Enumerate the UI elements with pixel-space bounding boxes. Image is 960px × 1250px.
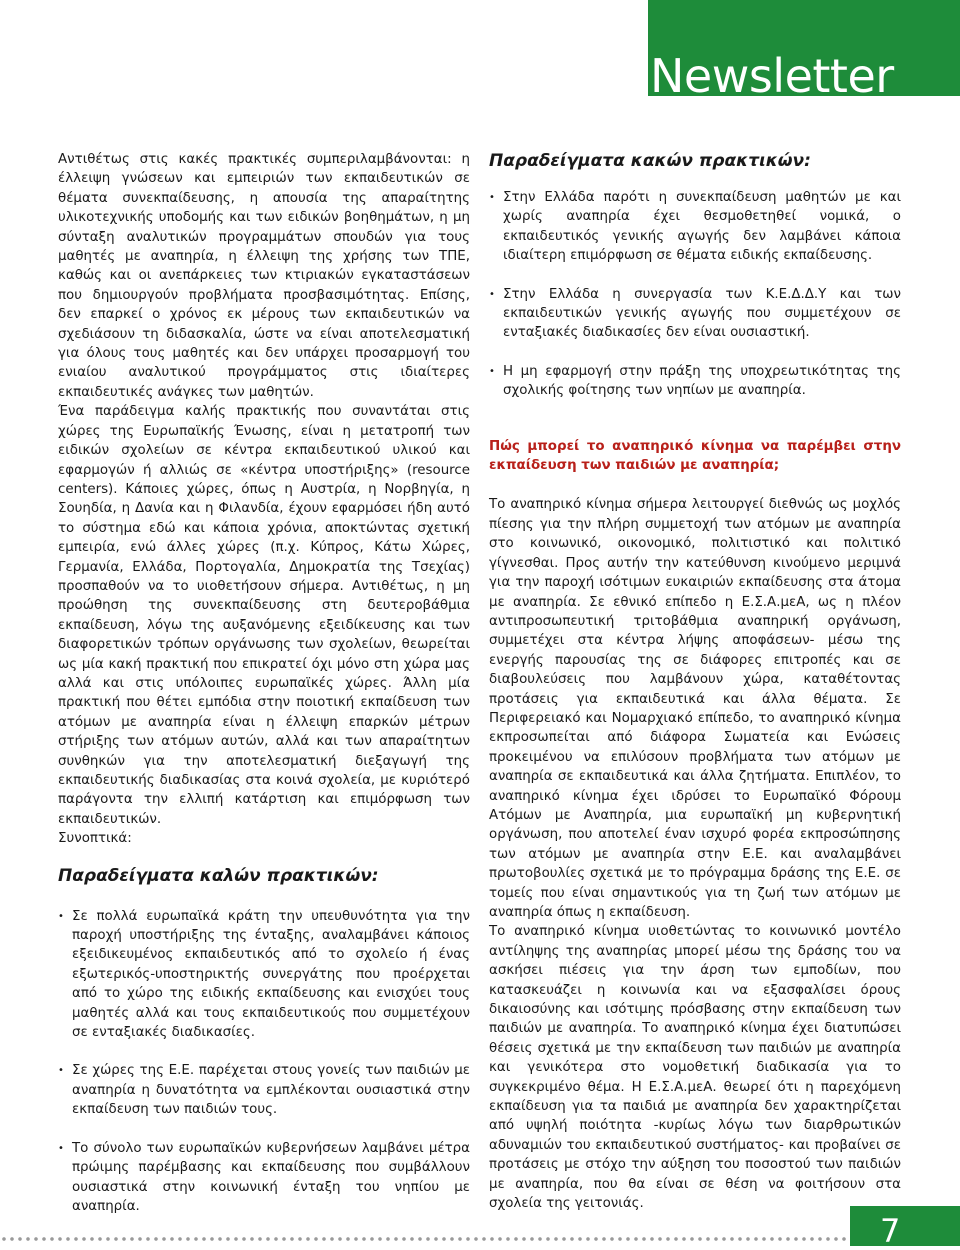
summary-label: Συνοπτικά:	[58, 831, 132, 847]
bullet-icon: •	[58, 1065, 64, 1077]
bullet-icon: •	[489, 365, 495, 377]
bad-practice-text: Στην Ελλάδα παρότι η συνεκπαίδευση μαθητών με και χωρίς αναπηρία έχει θεσμοθετηθεί νομικά, ο εκπαιδευτικός γενικής αγωγής δεν λαμβάνει κάποια ιδιαίτερη επιμόρφωση σε θέματα ειδικής εκπαίδευσης.	[503, 190, 901, 264]
page-number: 7	[880, 1212, 901, 1250]
good-practice-item	[58, 907, 470, 1043]
good-practice-item	[58, 1061, 470, 1119]
footer-dotted-rule	[0, 1236, 846, 1242]
bullet-icon: •	[489, 288, 495, 300]
left-paragraph-1: Αντιθέτως στις κακές πρακτικές συμπεριλαμβάνονται: η έλλειψη γνώσεων και εμπειριών των εκπαιδευτικών σε θέματα συνεκπαίδευσης, η απουσία της απαραίτητης υλικοτεχνικής υποδομής και των ειδικών βοηθημάτων, η μη σύνταξη αναλυτικών προγραμμάτων σπουδών για τους μαθητές με αναπηρία, η έλλειψη της χρήσης των ΤΠΕ, καθώς και οι ανεπάρκειες των κτιριακών εγκαταστάσεων που δημιουργούν προβλήματα προσβασιμότητας. Επίσης, δεν επαρκεί ο χρόνος εκ μέρους των εκπαιδευτικών να σχεδιάσουν τη διδασκαλία, ώστε να είναι αποτελεσματική για όλους τους μαθητές και δεν υπάρχει προσαρμογή του ενιαίου αναλυτικού προγράμματος στις ιδιαίτερες εκπαιδευτικές ανάγκες των μαθητών.	[58, 152, 470, 400]
bad-practice-text: Στην Ελλάδα η συνεργασία των Κ.Ε.Δ.Δ.Υ και των εκπαιδευτικών γενικής αγωγής που συμμετέχουν σε ενταξιακές διαδικασίες δεν είναι ουσιαστική.	[503, 286, 901, 341]
good-practice-item	[58, 1139, 470, 1217]
movement-question-heading: Πώς μπορεί το αναπηρικό κίνημα να παρέμβει στην εκπαίδευση των παιδιών με αναπηρία;	[489, 438, 901, 474]
bullet-icon: •	[489, 192, 495, 203]
bullet-icon: •	[58, 1142, 64, 1154]
good-practice-text: Το σύνολο των ευρωπαϊκών κυβερνήσεων λαμβάνει μέτρα πρώιμης παρέμβασης και εκπαίδευσης που συμβάλλουν ουσιαστικά στην κοινωνική ένταξη του νηπίου με αναπηρία.	[72, 1140, 470, 1214]
left-column	[58, 150, 470, 1216]
newsletter-title: Newsletter	[650, 49, 894, 96]
newsletter-header-bar	[648, 0, 960, 96]
right-paragraph-1: Το αναπηρικό κίνημα σήμερα λειτουργεί διεθνώς ως μοχλός πίεσης για την πλήρη συμμετοχή των ατόμων με αναπηρία στο κοινωνικό, οικονομικό, πολιτιστικό και πολιτικό γίγνεσθαι. Προς αυτήν την κατεύθυνση κινούμενο μεριμνά για την παροχή ισότιμων ευκαιριών εκπαίδευσης στα άτομα με αναπηρία. Σε εθνικό επίπεδο η Ε.Σ.Α.μεΑ, ως η πλέον αντιπροσωπευτική τριτοβάθμια αναπηρική οργάνωση, συμμετέχει στα κέντρα λήψης αποφάσεων- μέσω της ενεργής παρουσίας της σε διάφορες επιτροπές και σε διαβουλεύσεις που λαμβάνουν χώρα, καταθέτοντας προτάσεις για εκπαιδευτικά και άλλα θέματα. Σε Περιφερειακό και Νομαρχιακό επίπεδο, το αναπηρικό κίνημα εκπροσωπείται από διάφορα Σωματεία και Ενώσεις προκειμένου να επιλύσουν προβλήματα των ατόμων με αναπηρία σε εκπαιδευτικά και άλλα ζητήματα. Επιπλέον, το αναπηρικό κίνημα έχει ιδρύσει το Ευρωπαϊκό Φόρουμ Ατόμων με Αναπηρία, μια ευρωπαϊκή μη κυβερνητική οργάνωση, που αποτελεί έναν ισχυρό φορέα εκπροσώπησης των ατόμων με αναπηρία στην Ε.Ε. και αναλαμβάνει πρωτοβουλίες σχετικά με το πρόγραμμα δράσης της Ε.Ε. σε τομείς που είναι σημαντικούς για τη ζωή των ατόμων με αναπηρία όπως η εκπαίδευση.	[489, 497, 901, 920]
right-column	[489, 150, 901, 1214]
bad-practice-item	[489, 362, 901, 401]
bad-practice-item	[489, 188, 901, 266]
page-number-box	[850, 1206, 960, 1250]
left-paragraph-2: Ένα παράδειγμα καλής πρακτικής που συναντάται στις χώρες της Ευρωπαϊκής Ένωσης, είναι η μετατροπή των ειδικών σχολείων σε κέντρα εκπαιδευτικού υλικού και εφαρμογών ή αλλιώς σε «κέντρα υποστήριξης» (resource centers). Κάποιες χώρες, όπως η Αυστρία, η Νορβηγία, η Σουηδία, η Δανία και η Φιλανδία, έχουν εφαρμόσει ήδη αυτό το σύστημα εδώ και κάποια χρόνια, αποκτώντας σχετική εμπειρία, ενώ άλλες χώρες (π.χ. Κύπρος, Κάτω Χώρες, Γερμανία, Ελλάδα, Πορτογαλία, Δημοκρατία της Τσεχίας) προσπαθούν να το υιοθετήσουν σήμερα. Αντιθέτως, η μη προώθηση της συνεκπαίδευσης στη δευτεροβάθμια εκπαίδευση, λόγω της αυξανόμενης εξειδίκευσης και των διαφορετικών τρόπων οργάνωσης των σχολείων, θεωρείται ως μία κακή πρακτική που επικρατεί όχι μόνο στη χώρα μας αλλά και στις υπόλοιπες ευρωπαϊκές χώρες. Άλλη μία πρακτική που θέτει εμπόδια στην ποιοτική εκπαίδευση των ατόμων με αναπηρία είναι η έλλειψη επαρκών μέτρων στήριξης των ατόμων αυτών, αλλά και των απαραίτητων συνθηκών για την αποτελεσματική διεξαγωγή της εκπαιδευτικής διαδικασίας στα κοινά σχολεία, με κυριότερό παράγοντα την ελλιπή κατάρτιση και επιμόρφωση των εκπαιδευτικών.	[58, 404, 470, 827]
bad-practice-item	[489, 285, 901, 343]
good-practice-text: Σε χώρες της Ε.Ε. παρέχεται στους γονείς των παιδιών με αναπηρία η δυνατότητα να εμπλέκονται ουσιαστικά στην εκπαίδευση των παιδιών τους.	[72, 1063, 470, 1118]
bad-practice-text: Η μη εφαρμογή στην πράξη της υποχρεωτικότητας της σχολικής φοίτησης των νηπίων με αναπηρία.	[503, 363, 901, 399]
bullet-icon: •	[58, 910, 64, 922]
bad-practices-heading: Παραδείγματα κακών πρακτικών:	[489, 151, 811, 171]
good-practices-heading: Παραδείγματα καλών πρακτικών:	[58, 865, 379, 886]
right-paragraph-2: Το αναπηρικό κίνημα υιοθετώντας το κοινωνικό μοντέλο αντίληψης της αναπηρίας μπορεί μέσω της δράσης του να ασκήσει πιέσεις για την άρση των εμποδίων, που κατασκευάζει η κοινωνία και να εξασφαλίσει όρους δικαιοσύνης και ισότιμης πρόσβασης στην εκπαίδευση των παιδιών με αναπηρία. Το αναπηρικό κίνημα έχει διατυπώσει θέσεις σχετικά με την εκπαίδευση των παιδιών με αναπηρία και γενικότερα στο νομοθετική διαδικασία για το συγκεκριμένο θέμα. Η Ε.Σ.Α.μεΑ. θεωρεί ότι η παρεχόμενη εκπαίδευση για τα παιδιά με αναπηρία δεν χαρακτηρίζεται από υψηλή ποιότητα -κυρίως λόγω των διαρθρωτικών αδυναμιών του εκπαιδευτικού συστήματος- και προβαίνει σε προτάσεις με στόχο την αύξηση του ποσοστού των παιδιών με αναπηρία, που θα είναι σε θέση να φοιτήσουν στα σχολεία της γειτονιάς.	[489, 924, 901, 1212]
good-practice-text: Σε πολλά ευρωπαϊκά κράτη την υπευθυνότητα για την παροχή υποστήριξης της ένταξης, αναλαμβάνει κάποιος εξειδικευμένος εκπαιδευτικός από το σχολείο ή ένας εξωτερικός-υποστηρικτής συνεργάτης που προέρχεται από το χώρο της ειδικής εκπαίδευσης και ενισχύει τους μαθητές αλλά και τους εκπαιδευτικούς που συμμετέχουν σε ενταξιακές διαδικασίες.	[72, 908, 470, 1041]
